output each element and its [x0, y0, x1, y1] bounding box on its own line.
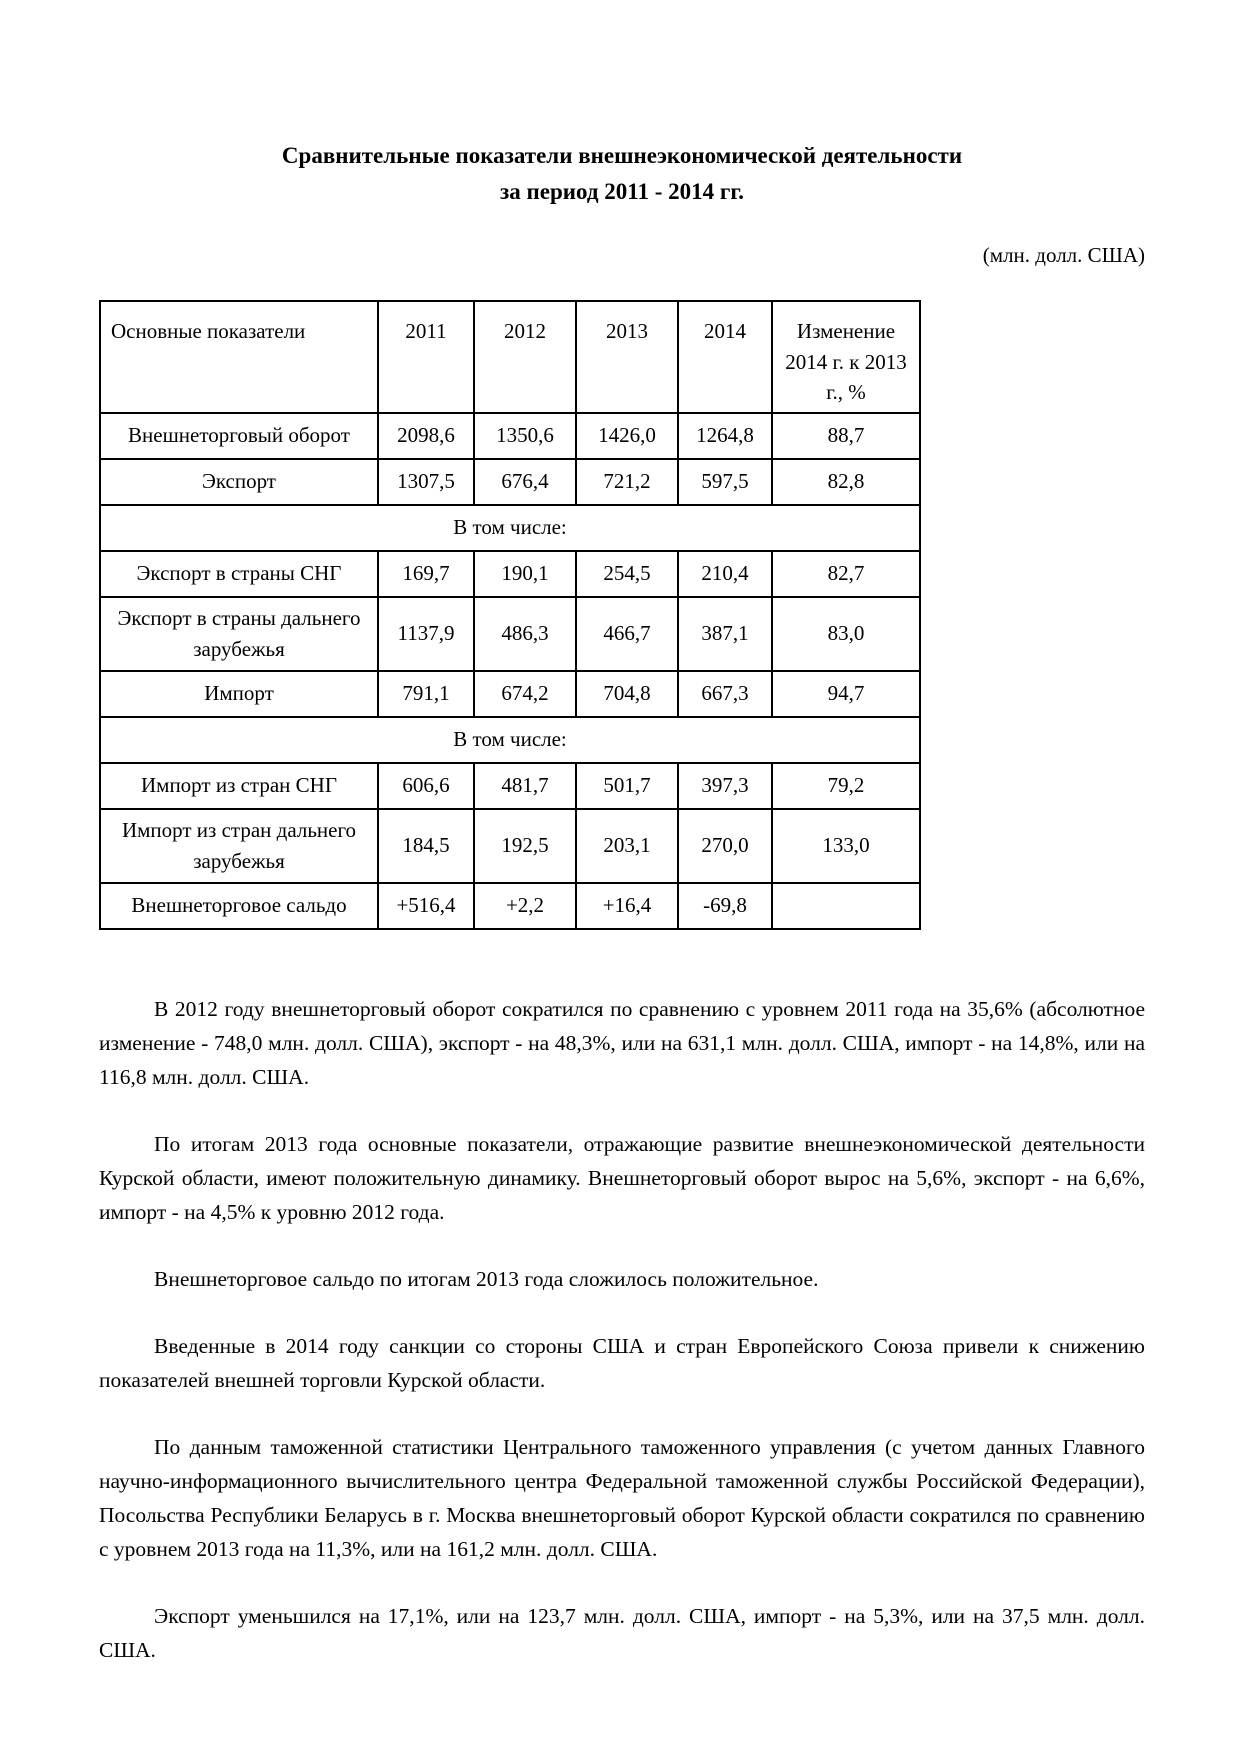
- table-row: [100, 809, 920, 883]
- table-row: [100, 763, 920, 809]
- cell-value: 481,7: [474, 763, 576, 809]
- cell-value: 606,6: [378, 763, 474, 809]
- cell-value: 486,3: [474, 597, 576, 671]
- row-label: Экспорт в страны дальнего зарубежья: [100, 597, 378, 671]
- table-row: [100, 883, 920, 929]
- table-row: [100, 413, 920, 459]
- cell-value: 210,4: [678, 551, 772, 597]
- cell-value: 254,5: [576, 551, 678, 597]
- header-year-2014: 2014: [678, 301, 772, 412]
- body-text: [99, 992, 1145, 1667]
- cell-value: 192,5: [474, 809, 576, 883]
- table-row: [100, 597, 920, 671]
- table-row: [100, 671, 920, 717]
- cell-value: 2098,6: [378, 413, 474, 459]
- cell-value: 88,7: [772, 413, 920, 459]
- row-label: Импорт из стран СНГ: [100, 763, 378, 809]
- cell-value: 674,2: [474, 671, 576, 717]
- cell-value: 1350,6: [474, 413, 576, 459]
- cell-value: -69,8: [678, 883, 772, 929]
- paragraph-6: Экспорт уменьшился на 17,1%, или на 123,7 млн. долл. США, импорт - на 5,3%, или на 37,5 млн. долл. США.: [99, 1603, 1145, 1662]
- cell-value: 94,7: [772, 671, 920, 717]
- paragraph-1: В 2012 году внешнеторговый оборот сократился по сравнению с уровнем 2011 года на 35,6% (абсолютное изменение - 748,0 млн. долл. США), экспорт - на 48,3%, или на 631,1 млн. долл. США, импорт - на 14,8%, или на 116,8 млн. долл. США.: [99, 996, 1145, 1089]
- header-change: Изменение 2014 г. к 2013 г., %: [772, 301, 920, 412]
- cell-value: 1307,5: [378, 459, 474, 505]
- row-label: Импорт из стран дальнего зарубежья: [100, 809, 378, 883]
- cell-value: 83,0: [772, 597, 920, 671]
- cell-value: 721,2: [576, 459, 678, 505]
- paragraph-2: По итогам 2013 года основные показатели, отражающие развитие внешнеэкономической деятельности Курской области, имеют положительную динамику. Внешнеторговый оборот вырос на 5,6%, экспорт - на 6,6%, импорт - на 4,5% к уровню 2012 года.: [99, 1131, 1145, 1224]
- header-year-2013: 2013: [576, 301, 678, 412]
- cell-value: 203,1: [576, 809, 678, 883]
- cell-value: 79,2: [772, 763, 920, 809]
- paragraph-4: Введенные в 2014 году санкции со стороны США и стран Европейского Союза привели к снижению показателей внешней торговли Курской области.: [99, 1333, 1145, 1392]
- cell-value: +516,4: [378, 883, 474, 929]
- cell-value: 501,7: [576, 763, 678, 809]
- section-label: В том числе:: [100, 717, 920, 763]
- section-label: В том числе:: [100, 505, 920, 551]
- document-title-line2: за период 2011 - 2014 гг.: [500, 178, 744, 204]
- units-label: (млн. долл. США): [982, 243, 1145, 268]
- paragraph-5: По данным таможенной статистики Центрального таможенного управления (с учетом данных Главного научно-информационного вычислительного центра Федеральной таможенной службы Российской Федерации), Посольства Республики Беларусь в г. Москва внешнеторговый оборот Курской области сократился по сравнению с уровнем 2013 года на 11,3%, или на 161,2 млн. долл. США.: [99, 1434, 1145, 1561]
- table-header-row: [100, 301, 920, 412]
- row-label: Экспорт в страны СНГ: [100, 551, 378, 597]
- cell-value: 184,5: [378, 809, 474, 883]
- cell-value: 1137,9: [378, 597, 474, 671]
- cell-value: 1264,8: [678, 413, 772, 459]
- cell-value: +16,4: [576, 883, 678, 929]
- document-title: [99, 138, 1145, 209]
- cell-value: 667,3: [678, 671, 772, 717]
- cell-value: 397,3: [678, 763, 772, 809]
- table-section-row: [100, 717, 920, 763]
- cell-value: 190,1: [474, 551, 576, 597]
- table-section-row: [100, 505, 920, 551]
- cell-value: 791,1: [378, 671, 474, 717]
- cell-value: 387,1: [678, 597, 772, 671]
- cell-value: 82,7: [772, 551, 920, 597]
- cell-value: +2,2: [474, 883, 576, 929]
- header-main-indicators: Основные показатели: [100, 301, 378, 412]
- header-year-2011: 2011: [378, 301, 474, 412]
- cell-value: 597,5: [678, 459, 772, 505]
- cell-value: 169,7: [378, 551, 474, 597]
- cell-value: 704,8: [576, 671, 678, 717]
- row-label: Внешнеторговое сальдо: [100, 883, 378, 929]
- row-label: Внешнеторговый оборот: [100, 413, 378, 459]
- row-label: Экспорт: [100, 459, 378, 505]
- table-row: [100, 459, 920, 505]
- paragraph-3: Внешнеторговое сальдо по итогам 2013 года сложилось положительное.: [154, 1266, 819, 1291]
- indicators-table: [99, 300, 921, 929]
- cell-value: 1426,0: [576, 413, 678, 459]
- header-year-2012: 2012: [474, 301, 576, 412]
- cell-value: 133,0: [772, 809, 920, 883]
- cell-value: 676,4: [474, 459, 576, 505]
- table-row: [100, 551, 920, 597]
- cell-value: [772, 883, 920, 929]
- cell-value: 270,0: [678, 809, 772, 883]
- cell-value: 82,8: [772, 459, 920, 505]
- document-title-line1: Сравнительные показатели внешнеэкономической деятельности: [281, 143, 963, 168]
- row-label: Импорт: [100, 671, 378, 717]
- cell-value: 466,7: [576, 597, 678, 671]
